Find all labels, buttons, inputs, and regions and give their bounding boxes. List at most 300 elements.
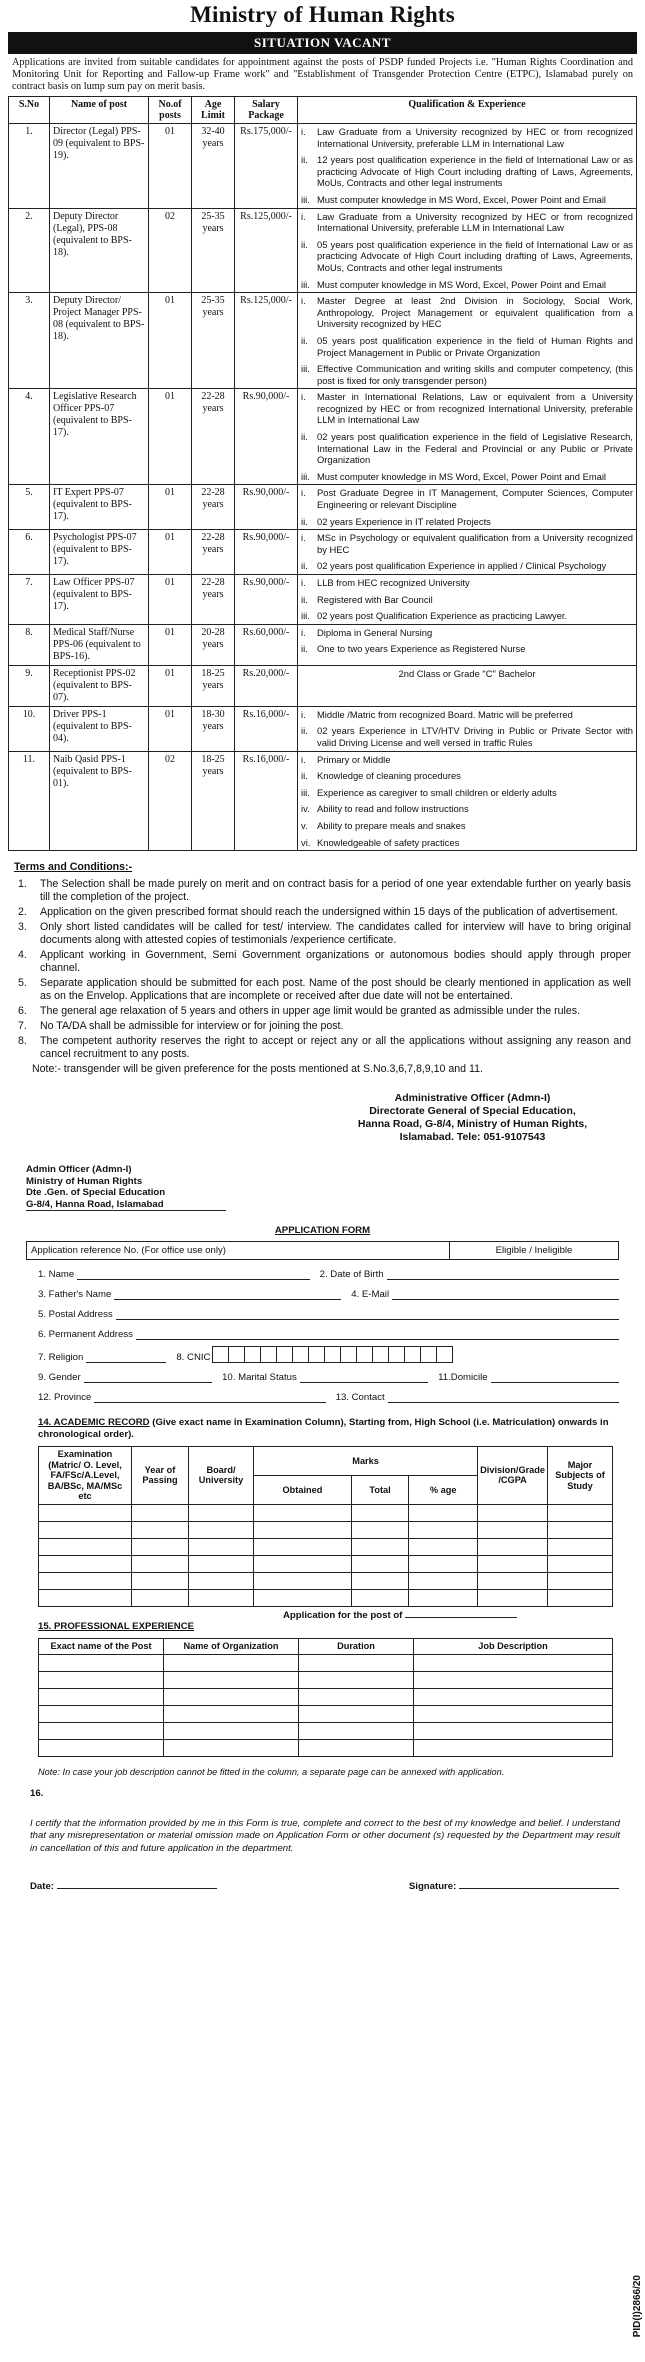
professional-experience-title: 15. PROFESSIONAL EXPERIENCE: [38, 1620, 195, 1632]
post-count: 01: [149, 389, 192, 485]
marital-status-field[interactable]: [300, 1372, 428, 1383]
post-name: Psychologist PPS-07 (equivalent to BPS-17).: [50, 530, 149, 575]
terms-section: [14, 861, 631, 1076]
qualification-item: [301, 803, 633, 815]
cnic-digit-box[interactable]: [372, 1346, 389, 1363]
cnic-digit-box[interactable]: [212, 1346, 229, 1363]
post-qualification: [298, 751, 637, 851]
post-qualification: [298, 575, 637, 625]
col-age: Age Limit: [192, 97, 235, 124]
professional-row-cell[interactable]: [39, 1722, 164, 1739]
qualification-text: Primary or Middle: [317, 753, 391, 765]
qualification-text: 02 years Experience in IT related Projects: [317, 515, 491, 527]
post-name: IT Expert PPS-07 (equivalent to BPS-17).: [50, 485, 149, 530]
academic-col-board: Board/ University: [189, 1447, 254, 1505]
academic-row-cell[interactable]: [254, 1555, 352, 1572]
qualification-item: [301, 560, 633, 572]
term-number: 3.: [18, 921, 27, 934]
cnic-digit-box[interactable]: [340, 1346, 357, 1363]
qualification-item: [301, 577, 633, 589]
eligibility-label: Eligible / Ineligible: [495, 1244, 573, 1256]
post-age-limit: 22-28 years: [192, 575, 235, 625]
academic-row-cell[interactable]: [254, 1589, 352, 1606]
cnic-digit-box[interactable]: [292, 1346, 309, 1363]
qualification-number: ii.: [301, 725, 308, 737]
professional-row: [39, 1654, 613, 1671]
professional-row-cell[interactable]: [39, 1739, 164, 1756]
academic-row-cell[interactable]: [409, 1521, 478, 1538]
professional-row-cell[interactable]: [164, 1671, 299, 1688]
qualification-number: iii.: [301, 278, 310, 290]
contact-field[interactable]: [388, 1392, 619, 1403]
academic-row-cell[interactable]: [132, 1572, 189, 1589]
qualification-item: [301, 643, 633, 655]
qualification-text: 05 years post qualification experience in the field of Human Rights and Project Management in Public or Private Organization: [317, 334, 633, 358]
term-text: The competent authority reserves the right to accept or reject any or all the applications without assigning any reason and cancel recruitment to any posts.: [40, 1035, 631, 1061]
post-name: Deputy Director/ Project Manager PPS-08 (equivalent to BPS-18).: [50, 293, 149, 389]
cnic-digit-box[interactable]: [420, 1346, 437, 1363]
post-name: Receptionist PPS-02 (equivalent to BPS-07).: [50, 665, 149, 706]
academic-row-cell[interactable]: [189, 1572, 254, 1589]
academic-row-cell[interactable]: [409, 1504, 478, 1521]
col-qualification: Qualification & Experience: [298, 97, 637, 124]
academic-row-cell[interactable]: [351, 1589, 408, 1606]
term-item: [14, 1005, 631, 1018]
professional-row: [39, 1671, 613, 1688]
post-row: [9, 530, 637, 575]
professional-row-cell[interactable]: [414, 1722, 613, 1739]
post-sno: 7.: [9, 575, 50, 625]
gender-field[interactable]: [84, 1372, 212, 1383]
term-text: The Selection shall be made purely on merit and on contract basis for a period of one year extendable further on yearly basis till the completion of the project.: [40, 878, 631, 904]
professional-row-cell[interactable]: [39, 1654, 164, 1671]
domicile-field[interactable]: [491, 1372, 619, 1383]
term-text: Application on the given prescribed format should reach the undersigned within 15 days of the publication of advertisement.: [40, 906, 618, 919]
qualification-item: [301, 487, 633, 510]
academic-record-instructions: (Give exact name in Examination Column), Starting from, High School (i.e. Matriculation) onwards in chronological order).: [38, 1417, 609, 1440]
academic-row-cell[interactable]: [409, 1555, 478, 1572]
prof-col-organization: Name of Organization: [164, 1639, 299, 1655]
academic-col-subjects: Major Subjects of Study: [548, 1447, 613, 1505]
declaration-text: I certify that the information provided by me in this Form is true, complete and correct to the best of my knowledge and belief. I understand that any misrepresentation or material omission made on Application Form or other document (s) requested by the Department may result in cancellation of this and future application in the department.: [30, 1817, 620, 1854]
academic-row-cell[interactable]: [548, 1521, 613, 1538]
term-number: 6.: [18, 1005, 27, 1018]
post-count: 01: [149, 575, 192, 625]
academic-row-cell[interactable]: [254, 1504, 352, 1521]
name-label: 1. Name: [38, 1268, 75, 1280]
qualification-text: Must computer knowledge in MS Word, Excel, Power Point and Email: [317, 278, 607, 290]
cnic-digit-box[interactable]: [228, 1346, 245, 1363]
professional-experience-table: [38, 1638, 613, 1757]
post-count: 01: [149, 485, 192, 530]
professional-row-cell[interactable]: [414, 1671, 613, 1688]
academic-row-cell[interactable]: [39, 1538, 132, 1555]
post-age-limit: 25-35 years: [192, 293, 235, 389]
qualification-item: [301, 610, 633, 622]
qualification-text: 02 years post Qualification Experience as practicing Lawyer.: [317, 610, 568, 622]
qualification-item: [301, 239, 633, 274]
cnic-digit-box[interactable]: [260, 1346, 277, 1363]
professional-row-cell[interactable]: [164, 1654, 299, 1671]
qualification-text: Master in International Relations, Law or equivalent from a University recognized by HEC or from recognized International University, preferable LLM in International Law: [317, 391, 633, 426]
post-row: [9, 389, 637, 485]
advertisement-page: [8, 0, 637, 1893]
academic-row-cell[interactable]: [39, 1504, 132, 1521]
term-text: Only short listed candidates will be called for test/ interview. The candidates called for interview will have to bring original documents along with attested copies of testimonials /experience certificate.: [40, 921, 631, 947]
academic-row-cell[interactable]: [351, 1504, 408, 1521]
professional-row-cell[interactable]: [164, 1722, 299, 1739]
academic-row-cell[interactable]: [254, 1572, 352, 1589]
pid-number: PID(I)2866/20: [632, 2275, 643, 2338]
qualification-item: [301, 516, 633, 528]
professional-row-cell[interactable]: [414, 1739, 613, 1756]
professional-row-cell[interactable]: [39, 1688, 164, 1705]
qualification-text: Law Graduate from a University recognized by HEC or from recognized International University, preferable LLM in International Law: [317, 210, 633, 234]
academic-row-cell[interactable]: [478, 1555, 548, 1572]
father-name-label: 3. Father's Name: [38, 1288, 112, 1300]
professional-row-cell[interactable]: [414, 1705, 613, 1722]
post-name: Naib Qasid PPS-1 (equivalent to BPS-01).: [50, 751, 149, 851]
posts-table-body: [9, 124, 637, 851]
cnic-digit-box[interactable]: [308, 1346, 325, 1363]
post-sno: 3.: [9, 293, 50, 389]
academic-row-cell[interactable]: [548, 1555, 613, 1572]
academic-rows: [39, 1504, 613, 1606]
term-item: [14, 906, 631, 919]
term-number: 8.: [18, 1035, 27, 1048]
religion-label: 7. Religion: [38, 1351, 84, 1363]
terms-note: Note:- transgender will be given preference for the posts mentioned at S.No.3,6,7,8,9,10 and 11.: [32, 1063, 483, 1076]
cnic-label: 8. CNIC: [176, 1351, 211, 1363]
qualification-number: i.: [301, 487, 306, 499]
qualification-number: i.: [301, 532, 306, 544]
academic-row-cell[interactable]: [39, 1589, 132, 1606]
qualification-item: [301, 754, 633, 766]
post-qualification: [298, 665, 637, 706]
professional-row-cell[interactable]: [299, 1654, 414, 1671]
qualification-number: i.: [301, 126, 306, 137]
academic-row-cell[interactable]: [548, 1504, 613, 1521]
qualification-number: i.: [301, 391, 306, 403]
academic-col-division: Division/Grade /CGPA: [478, 1447, 548, 1505]
intro-paragraph: Applications are invited from suitable candidates for appointment against the posts of PSDP funded Projects i.e. "Human Rights Coordination and Monitoring Unit for Reporting and Fallow-up Frame work" and "Establishment of Transgender Protection Centre (ETPC), Islamabad purely on contract basis on lump sum pay on merit basis.: [12, 57, 633, 92]
qualification-number: v.: [301, 819, 308, 831]
marks-percentage: % age: [409, 1475, 478, 1504]
professional-row-cell[interactable]: [414, 1654, 613, 1671]
professional-row-cell[interactable]: [414, 1688, 613, 1705]
qualification-text: Ability to read and follow instructions: [317, 803, 469, 815]
post-count: 01: [149, 293, 192, 389]
post-age-limit: 20-28 years: [192, 624, 235, 665]
post-salary: Rs.20,000/-: [235, 665, 298, 706]
qualification-item: [301, 154, 633, 189]
post-qualification: [298, 389, 637, 485]
academic-row-cell[interactable]: [132, 1589, 189, 1606]
post-name: Law Officer PPS-07 (equivalent to BPS-17).: [50, 575, 149, 625]
qualification-item: [301, 211, 633, 234]
qualification-text: Post Graduate Degree in IT Management, Computer Sciences, Computer Engineering or relevant Discipline: [317, 487, 633, 511]
dob-field[interactable]: [387, 1269, 619, 1280]
academic-row-cell[interactable]: [189, 1538, 254, 1555]
signature-line: Islamabad. Tele: 051-9107543: [399, 1131, 546, 1144]
professional-row-cell[interactable]: [299, 1722, 414, 1739]
academic-row-cell[interactable]: [254, 1538, 352, 1555]
academic-row-cell[interactable]: [478, 1538, 548, 1555]
qualification-text: 2nd Class or Grade "C" Bachelor: [398, 667, 536, 679]
qualification-text: Diploma in General Nursing: [317, 626, 433, 638]
academic-row: [39, 1521, 613, 1538]
professional-row-cell[interactable]: [164, 1705, 299, 1722]
professional-row-cell[interactable]: [164, 1739, 299, 1756]
application-form: [8, 1164, 637, 1893]
academic-col-marks: Marks: [254, 1447, 478, 1476]
qualification-text: Must computer knowledge in MS Word, Excel, Power Point and Email: [317, 193, 607, 205]
permanent-address-field[interactable]: [136, 1329, 619, 1340]
post-name: Driver PPS-1 (equivalent to BPS-04).: [50, 706, 149, 751]
academic-record-table: [38, 1446, 613, 1607]
academic-col-exam: Examination (Matric/ O. Level, FA/FSc/A.Level, BA/BSc, MA/MSc etc: [39, 1447, 132, 1505]
col-posts: No.of posts: [149, 97, 192, 124]
academic-row-cell[interactable]: [132, 1538, 189, 1555]
qualification-text: 02 years post qualification Experience in applied / Clinical Psychology: [317, 560, 607, 572]
qualification-item: [301, 787, 633, 799]
signature-field[interactable]: [459, 1888, 619, 1889]
qualification-number: iii.: [301, 363, 310, 375]
qualification-number: i.: [301, 210, 306, 222]
qualification-item: [301, 279, 633, 291]
date-label: Date:: [30, 1881, 54, 1893]
term-number: 5.: [18, 977, 27, 990]
academic-row-cell[interactable]: [478, 1589, 548, 1606]
qualification-text: MSc in Psychology or equivalent qualification from a University recognized by HEC: [317, 532, 633, 555]
qualification-text: Ability to prepare meals and snakes: [317, 819, 466, 831]
posts-table-header: [9, 97, 637, 124]
academic-row-cell[interactable]: [548, 1572, 613, 1589]
qualification-item: [301, 126, 633, 149]
qualification-number: ii.: [301, 560, 308, 572]
post-salary: Rs.125,000/-: [235, 293, 298, 389]
qualification-item: [301, 725, 633, 748]
cnic-digit-box[interactable]: [324, 1346, 341, 1363]
academic-row-cell[interactable]: [132, 1521, 189, 1538]
address-line: G-8/4, Hanna Road, Islamabad: [26, 1199, 226, 1212]
academic-record-title: 14. ACADEMIC RECORD: [38, 1417, 150, 1429]
qualification-number: ii.: [301, 238, 308, 250]
post-name: Director (Legal) PPS-09 (equivalent to BPS-19).: [50, 124, 149, 209]
cnic-field[interactable]: [213, 1346, 453, 1363]
post-count: 01: [149, 530, 192, 575]
prof-col-description: Job Description: [414, 1639, 613, 1655]
term-number: 7.: [18, 1020, 27, 1033]
form-address: [26, 1164, 226, 1211]
cnic-digit-box[interactable]: [276, 1346, 293, 1363]
gender-label: 9. Gender: [38, 1371, 81, 1383]
post-qualification: [298, 208, 637, 293]
academic-row-cell[interactable]: [409, 1538, 478, 1555]
qualification-item: [301, 770, 633, 782]
email-field[interactable]: [392, 1289, 619, 1300]
col-post: Name of post: [50, 97, 149, 124]
name-field[interactable]: [77, 1269, 309, 1280]
post-count: 02: [149, 751, 192, 851]
qualification-text: 12 years post qualification experience in the field of International Law or as practicing Advocate of High Court including drafting of Laws, Agreements, MoUs, Contracts and other legal instruments: [317, 154, 633, 189]
cnic-digit-box[interactable]: [404, 1346, 421, 1363]
post-age-limit: 18-25 years: [192, 751, 235, 851]
marks-total: Total: [351, 1475, 408, 1504]
academic-row-cell[interactable]: [478, 1504, 548, 1521]
father-name-field[interactable]: [114, 1289, 341, 1300]
marks-obtained: Obtained: [254, 1475, 352, 1504]
qualification-number: i.: [301, 577, 306, 588]
academic-row-cell[interactable]: [548, 1589, 613, 1606]
academic-row-cell[interactable]: [39, 1521, 132, 1538]
term-text: Separate application should be submitted for each post. Name of the post should be clearly mentioned in application as well as on the Envelop. Applications that are incomplete or received after due date will not be entertained.: [40, 977, 631, 1003]
academic-row-cell[interactable]: [478, 1572, 548, 1589]
professional-row-cell[interactable]: [299, 1688, 414, 1705]
post-salary: Rs.60,000/-: [235, 624, 298, 665]
post-sno: 11.: [9, 751, 50, 851]
date-field[interactable]: [57, 1888, 217, 1889]
apply-for-post: [283, 1610, 517, 1622]
professional-row: [39, 1722, 613, 1739]
professional-row-cell[interactable]: [164, 1688, 299, 1705]
professional-row-cell[interactable]: [39, 1705, 164, 1722]
qualification-text: 02 years Experience in LTV/HTV Driving in Public or Private Sector with valid Driving License and well versed in traffic Rules: [317, 725, 633, 748]
term-item: [14, 1020, 631, 1033]
academic-row-cell[interactable]: [548, 1538, 613, 1555]
qualification-item: [301, 295, 633, 330]
apply-for-label: Application for the post of: [283, 1610, 403, 1621]
signature-area: [409, 1881, 619, 1893]
address-line: Dte .Gen. of Special Education: [26, 1187, 166, 1199]
qualification-item: [301, 194, 633, 206]
qualification-text: Knowledgeable of safety practices: [317, 836, 460, 848]
post-salary: Rs.90,000/-: [235, 389, 298, 485]
domicile-label: 11.Domicile: [438, 1371, 488, 1383]
post-age-limit: 25-35 years: [192, 208, 235, 293]
academic-row-cell[interactable]: [189, 1589, 254, 1606]
prof-col-duration: Duration: [299, 1639, 414, 1655]
cnic-digit-box[interactable]: [388, 1346, 405, 1363]
post-salary: Rs.90,000/-: [235, 575, 298, 625]
qualification-item: [301, 837, 633, 849]
qualification-number: iii.: [301, 193, 310, 205]
cnic-digit-box[interactable]: [244, 1346, 261, 1363]
academic-row-cell[interactable]: [409, 1572, 478, 1589]
academic-row-cell[interactable]: [351, 1555, 408, 1572]
professional-experience-heading: [38, 1621, 637, 1633]
professional-note: Note: In case your job description cannot be fitted in the column, a separate page can be annexed with application.: [38, 1766, 505, 1777]
term-text: Applicant working in Government, Semi Government organizations or autonomous bodies should apply through proper channel.: [40, 949, 631, 975]
professional-row-cell[interactable]: [299, 1739, 414, 1756]
qualification-number: iii.: [301, 470, 310, 482]
term-number: 1.: [18, 878, 27, 891]
academic-row-cell[interactable]: [189, 1504, 254, 1521]
email-label: 4. E-Mail: [351, 1288, 390, 1300]
professional-row-cell[interactable]: [299, 1671, 414, 1688]
qualification-number: iii.: [301, 786, 310, 798]
post-row: [9, 706, 637, 751]
term-item: [14, 1035, 631, 1061]
post-age-limit: 18-25 years: [192, 665, 235, 706]
post-sno: 4.: [9, 389, 50, 485]
post-qualification: [298, 124, 637, 209]
postal-address-label: 5. Postal Address: [38, 1308, 113, 1320]
academic-row-cell[interactable]: [189, 1555, 254, 1572]
post-name: Deputy Director (Legal), PPS-08 (equivalent to BPS-18).: [50, 208, 149, 293]
address-line: Admin Officer (Admn-I): [26, 1164, 132, 1176]
post-row: [9, 665, 637, 706]
post-sno: 9.: [9, 665, 50, 706]
academic-row-cell[interactable]: [351, 1572, 408, 1589]
post-count: 02: [149, 208, 192, 293]
cnic-digit-box[interactable]: [356, 1346, 373, 1363]
post-row: [9, 124, 637, 209]
professional-row-cell[interactable]: [39, 1671, 164, 1688]
academic-row-cell[interactable]: [189, 1521, 254, 1538]
province-label: 12. Province: [38, 1391, 92, 1403]
terms-list: [14, 878, 631, 1061]
col-salary: Salary Package: [235, 97, 298, 124]
qualification-text: 02 years post qualification experience in the field of Legislative Research, International Law in the Federal and Provincial or any Public or Private Organization: [317, 431, 633, 466]
post-salary: Rs.90,000/-: [235, 485, 298, 530]
qualification-text: LLB from HEC recognized University: [317, 577, 470, 588]
academic-row-cell[interactable]: [132, 1504, 189, 1521]
academic-row: [39, 1555, 613, 1572]
academic-row-cell[interactable]: [254, 1521, 352, 1538]
post-row: [9, 751, 637, 851]
academic-row-cell[interactable]: [132, 1555, 189, 1572]
prof-col-post: Exact name of the Post: [39, 1639, 164, 1655]
item-16-label: 16.: [30, 1788, 44, 1800]
academic-row: [39, 1504, 613, 1521]
cnic-digit-box[interactable]: [436, 1346, 453, 1363]
academic-row-cell[interactable]: [478, 1521, 548, 1538]
academic-row-cell[interactable]: [409, 1589, 478, 1606]
apply-for-field[interactable]: [405, 1617, 517, 1618]
professional-row: [39, 1688, 613, 1705]
religion-field[interactable]: [86, 1352, 166, 1363]
academic-row-cell[interactable]: [39, 1572, 132, 1589]
post-count: 01: [149, 665, 192, 706]
academic-row-cell[interactable]: [351, 1538, 408, 1555]
post-qualification: [298, 706, 637, 751]
post-qualification: [298, 293, 637, 389]
post-count: 01: [149, 706, 192, 751]
qualification-text: 05 years post qualification experience in the field of International Law or as practicing Advocate of High Court including drafting of Laws, Agreements, MoUs, Contracts and other legal instruments: [317, 238, 633, 273]
post-count: 01: [149, 624, 192, 665]
province-field[interactable]: [94, 1392, 325, 1403]
post-qualification: [298, 485, 637, 530]
qualification-text: Master Degree at least 2nd Division in Sociology, Social Work, Anthropology, Project Management or equivalent qualification from a University recognized by HEC: [317, 295, 633, 330]
post-age-limit: 22-28 years: [192, 530, 235, 575]
post-name: Legislative Research Officer PPS-07 (equivalent to BPS-17).: [50, 389, 149, 485]
reference-box: [26, 1241, 619, 1261]
contact-label: 13. Contact: [335, 1391, 385, 1403]
post-age-limit: 32-40 years: [192, 124, 235, 209]
academic-row-cell[interactable]: [351, 1521, 408, 1538]
academic-row-cell[interactable]: [39, 1555, 132, 1572]
postal-address-field[interactable]: [116, 1309, 619, 1320]
post-salary: Rs.90,000/-: [235, 530, 298, 575]
qualification-text: Knowledge of cleaning procedures: [317, 770, 461, 782]
post-row: [9, 208, 637, 293]
professional-row-cell[interactable]: [299, 1705, 414, 1722]
post-row: [9, 293, 637, 389]
qualification-text: One to two years Experience as Registered Nurse: [317, 643, 526, 655]
post-qualification: [298, 530, 637, 575]
qualification-item: [301, 627, 633, 639]
